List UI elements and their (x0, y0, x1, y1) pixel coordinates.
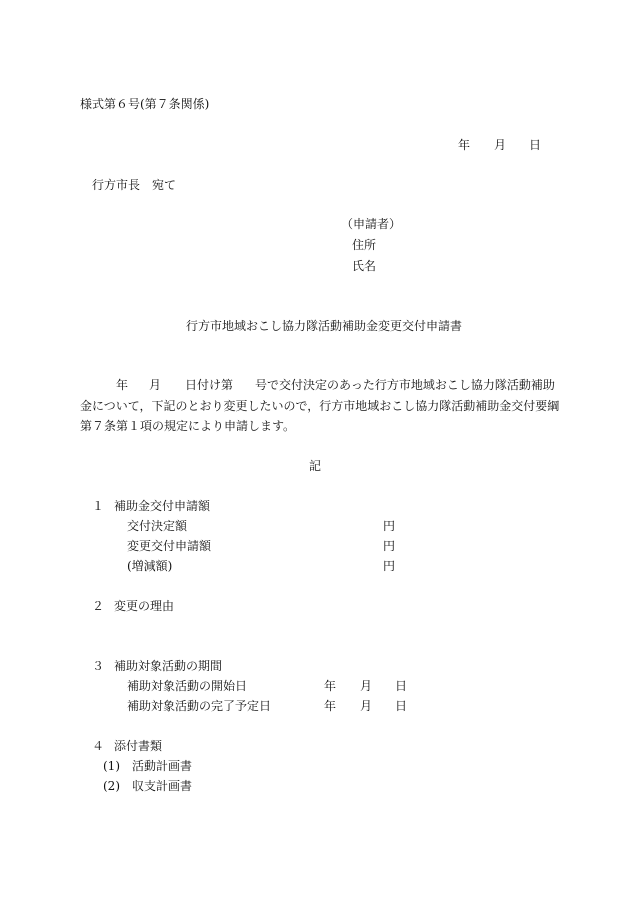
section-4-number: ４ (92, 739, 105, 753)
section-1-title: 補助金交付申請額 (114, 499, 211, 513)
section-4-title: 添付書類 (114, 739, 163, 753)
attachment-number: (2) (103, 779, 120, 793)
section-3-row-year: 年 (324, 699, 337, 713)
section-3-row-label: 補助対象活動の開始日 (127, 679, 248, 693)
addressee: 行方市長 宛て (92, 178, 177, 192)
section-3-row-month: 月 (360, 699, 373, 713)
attachment-number: (1) (103, 759, 120, 773)
attachment-label: 活動計画書 (132, 759, 193, 773)
attachment-label: 収支計画書 (132, 779, 193, 793)
applicant-address-label: 住所 (352, 238, 377, 252)
body-line2: 金について，下記のとおり変更したいので，行方市地域おこし協力隊活動補助金交付要綱 (80, 399, 560, 413)
section-1-row-label: 交付決定額 (127, 519, 188, 533)
section-1-row-label: 変更交付申請額 (127, 539, 212, 553)
applicant-heading: （申請者） (341, 217, 402, 231)
body-line1-rest: 号で交付決定のあった行方市地域おこし協力隊活動補助 (255, 378, 555, 392)
section-3-row-day: 日 (395, 679, 408, 693)
body-month: 月 (149, 378, 162, 392)
ki-heading: 記 (309, 459, 322, 473)
section-3-row-year: 年 (324, 679, 337, 693)
section-3-number: ３ (92, 659, 105, 673)
body-year: 年 (116, 378, 129, 392)
date-day-label: 日 (529, 138, 542, 152)
date-year-label: 年 (458, 138, 471, 152)
section-1-row-unit: 円 (383, 559, 396, 573)
section-2-number: ２ (92, 599, 105, 613)
section-3-title: 補助対象活動の期間 (114, 659, 223, 673)
section-3-row-day: 日 (395, 699, 408, 713)
section-3-row-label: 補助対象活動の完了予定日 (127, 699, 272, 713)
body-date-suffix: 日付け第 (185, 378, 234, 392)
date-month-label: 月 (494, 138, 507, 152)
section-1-row-unit: 円 (383, 539, 396, 553)
section-3-row-month: 月 (360, 679, 373, 693)
section-1-row-label: (増減額) (127, 559, 173, 573)
section-1-number: １ (92, 499, 105, 513)
body-line3: 第７条第１項の規定により申請します。 (80, 419, 296, 433)
section-2-title: 変更の理由 (114, 599, 175, 613)
form-number: 様式第６号(第７条関係) (80, 97, 210, 111)
section-1-row-unit: 円 (383, 519, 396, 533)
document-title: 行方市地域おこし協力隊活動補助金変更交付申請書 (186, 319, 463, 333)
applicant-name-label: 氏名 (352, 259, 377, 273)
